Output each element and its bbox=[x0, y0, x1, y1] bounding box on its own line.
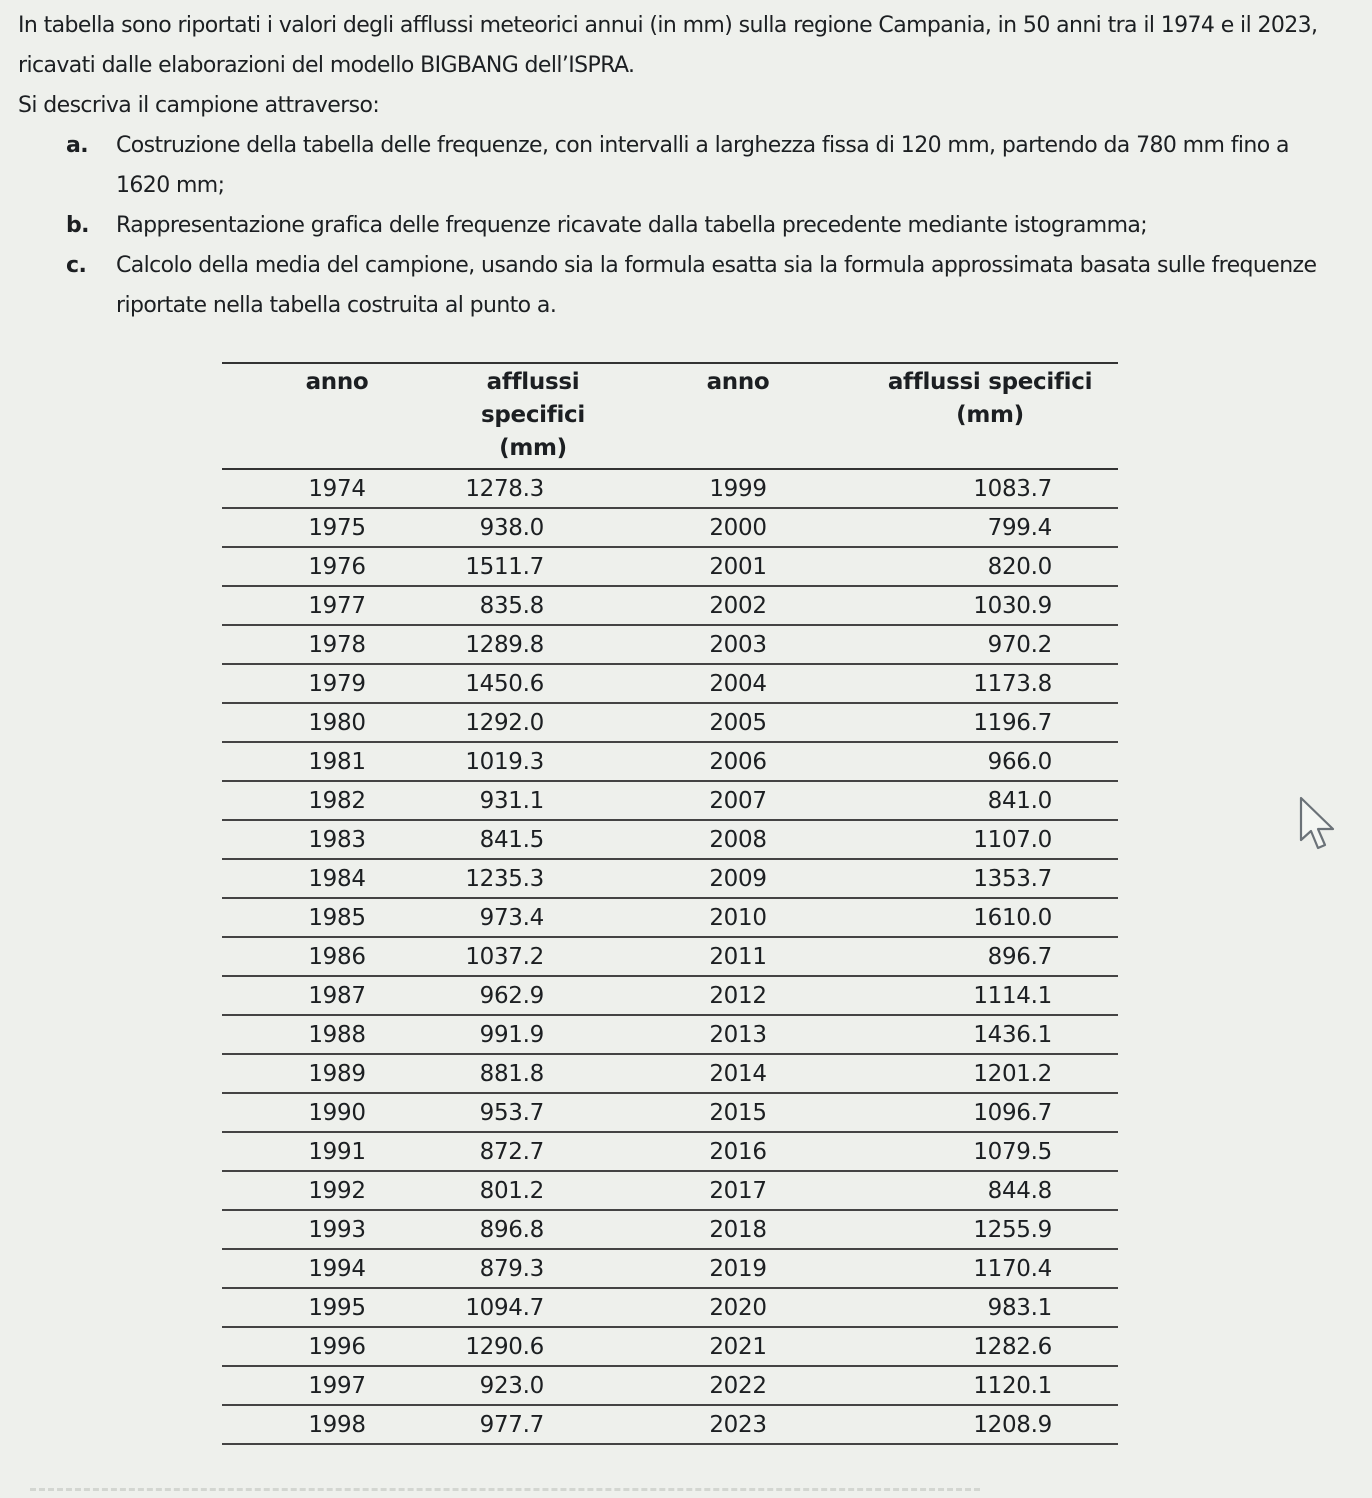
table-row bbox=[222, 742, 1118, 781]
table-row bbox=[222, 1405, 1118, 1444]
value-cell-right: 1173.8 bbox=[862, 664, 1118, 703]
value-cell-left: 1037.2 bbox=[452, 937, 614, 976]
value-cell-left: 938.0 bbox=[452, 508, 614, 547]
value-cell-right: 1107.0 bbox=[862, 820, 1118, 859]
year-cell-right: 2018 bbox=[614, 1210, 862, 1249]
table-row bbox=[222, 547, 1118, 586]
table-row bbox=[222, 1366, 1118, 1405]
value-cell-right: 983.1 bbox=[862, 1288, 1118, 1327]
year-cell-left: 1987 bbox=[222, 976, 452, 1015]
year-cell-right: 2013 bbox=[614, 1015, 862, 1054]
value-cell-left: 801.2 bbox=[452, 1171, 614, 1210]
value-cell-left: 991.9 bbox=[452, 1015, 614, 1054]
value-cell-right: 1079.5 bbox=[862, 1132, 1118, 1171]
rainfall-table bbox=[222, 362, 1118, 1445]
value-cell-right: 1114.1 bbox=[862, 976, 1118, 1015]
task-marker: c. bbox=[66, 253, 87, 278]
value-cell-left: 977.7 bbox=[452, 1405, 614, 1444]
task-marker: a. bbox=[66, 133, 89, 158]
table-row bbox=[222, 1015, 1118, 1054]
value-cell-left: 1094.7 bbox=[452, 1288, 614, 1327]
year-cell-right: 2015 bbox=[614, 1093, 862, 1132]
value-cell-left: 962.9 bbox=[452, 976, 614, 1015]
header-year-2: anno bbox=[614, 363, 862, 469]
value-cell-left: 835.8 bbox=[452, 586, 614, 625]
value-cell-right: 1083.7 bbox=[862, 469, 1118, 508]
year-cell-right: 2001 bbox=[614, 547, 862, 586]
value-cell-left: 1292.0 bbox=[452, 703, 614, 742]
year-cell-left: 1984 bbox=[222, 859, 452, 898]
value-cell-right: 1201.2 bbox=[862, 1054, 1118, 1093]
year-cell-left: 1997 bbox=[222, 1366, 452, 1405]
year-cell-left: 1994 bbox=[222, 1249, 452, 1288]
table-row bbox=[222, 937, 1118, 976]
year-cell-left: 1978 bbox=[222, 625, 452, 664]
year-cell-left: 1992 bbox=[222, 1171, 452, 1210]
value-cell-right: 1610.0 bbox=[862, 898, 1118, 937]
year-cell-left: 1998 bbox=[222, 1405, 452, 1444]
value-cell-left: 1289.8 bbox=[452, 625, 614, 664]
table-row bbox=[222, 859, 1118, 898]
year-cell-right: 2008 bbox=[614, 820, 862, 859]
intro-lead-in: Si descriva il campione attraverso: bbox=[18, 93, 380, 118]
exercise-text bbox=[18, 6, 1348, 326]
task-list bbox=[18, 126, 1348, 326]
value-cell-left: 881.8 bbox=[452, 1054, 614, 1093]
year-cell-left: 1980 bbox=[222, 703, 452, 742]
year-cell-left: 1988 bbox=[222, 1015, 452, 1054]
year-cell-right: 2020 bbox=[614, 1288, 862, 1327]
header-year-1: anno bbox=[222, 363, 452, 469]
year-cell-left: 1979 bbox=[222, 664, 452, 703]
table-row bbox=[222, 469, 1118, 508]
table-row bbox=[222, 703, 1118, 742]
value-cell-right: 1353.7 bbox=[862, 859, 1118, 898]
value-cell-right: 966.0 bbox=[862, 742, 1118, 781]
table-row bbox=[222, 625, 1118, 664]
value-cell-left: 896.8 bbox=[452, 1210, 614, 1249]
year-cell-left: 1989 bbox=[222, 1054, 452, 1093]
value-cell-left: 1450.6 bbox=[452, 664, 614, 703]
year-cell-left: 1986 bbox=[222, 937, 452, 976]
year-cell-right: 2021 bbox=[614, 1327, 862, 1366]
value-cell-right: 1196.7 bbox=[862, 703, 1118, 742]
value-cell-left: 923.0 bbox=[452, 1366, 614, 1405]
value-cell-right: 1120.1 bbox=[862, 1366, 1118, 1405]
year-cell-left: 1995 bbox=[222, 1288, 452, 1327]
year-cell-right: 1999 bbox=[614, 469, 862, 508]
value-cell-right: 841.0 bbox=[862, 781, 1118, 820]
year-cell-left: 1983 bbox=[222, 820, 452, 859]
year-cell-right: 2014 bbox=[614, 1054, 862, 1093]
year-cell-right: 2022 bbox=[614, 1366, 862, 1405]
header-flow-2: afflussi specifici (mm) bbox=[862, 363, 1118, 469]
table-row bbox=[222, 508, 1118, 547]
value-cell-right: 970.2 bbox=[862, 625, 1118, 664]
table-body bbox=[222, 469, 1118, 1444]
table-row bbox=[222, 664, 1118, 703]
year-cell-left: 1990 bbox=[222, 1093, 452, 1132]
year-cell-left: 1982 bbox=[222, 781, 452, 820]
value-cell-left: 953.7 bbox=[452, 1093, 614, 1132]
value-cell-left: 1278.3 bbox=[452, 469, 614, 508]
year-cell-left: 1993 bbox=[222, 1210, 452, 1249]
year-cell-left: 1975 bbox=[222, 508, 452, 547]
value-cell-right: 1030.9 bbox=[862, 586, 1118, 625]
year-cell-right: 2019 bbox=[614, 1249, 862, 1288]
cropped-footer-text bbox=[30, 1474, 980, 1491]
table-row bbox=[222, 1132, 1118, 1171]
task-a bbox=[18, 126, 1348, 206]
value-cell-left: 973.4 bbox=[452, 898, 614, 937]
task-marker: b. bbox=[66, 213, 89, 238]
table-row bbox=[222, 586, 1118, 625]
year-cell-right: 2007 bbox=[614, 781, 862, 820]
value-cell-right: 1255.9 bbox=[862, 1210, 1118, 1249]
value-cell-right: 844.8 bbox=[862, 1171, 1118, 1210]
table-row bbox=[222, 1093, 1118, 1132]
intro-paragraph: In tabella sono riportati i valori degli afflussi meteorici annui (in mm) sulla regione Campania, in 50 anni tra il 1974 e il 2023, ricavati dalle elaborazioni del modello BIGBANG dell’ISPRA. bbox=[18, 13, 1318, 78]
year-cell-right: 2003 bbox=[614, 625, 862, 664]
value-cell-left: 931.1 bbox=[452, 781, 614, 820]
value-cell-left: 1511.7 bbox=[452, 547, 614, 586]
task-text: Rappresentazione grafica delle frequenze ricavate dalla tabella precedente mediante istogramma; bbox=[116, 213, 1148, 238]
table-row bbox=[222, 976, 1118, 1015]
year-cell-right: 2009 bbox=[614, 859, 862, 898]
task-text: Calcolo della media del campione, usando sia la formula esatta sia la formula approssimata basata sulle frequenze riportate nella tabella costruita al punto a. bbox=[116, 253, 1317, 318]
value-cell-right: 1170.4 bbox=[862, 1249, 1118, 1288]
task-b bbox=[18, 206, 1348, 246]
value-cell-left: 1290.6 bbox=[452, 1327, 614, 1366]
table-row bbox=[222, 1288, 1118, 1327]
year-cell-right: 2006 bbox=[614, 742, 862, 781]
header-flow-1: afflussi specifici (mm) bbox=[452, 363, 614, 469]
table-row bbox=[222, 1210, 1118, 1249]
table-row bbox=[222, 1171, 1118, 1210]
table-row bbox=[222, 820, 1118, 859]
year-cell-left: 1976 bbox=[222, 547, 452, 586]
value-cell-left: 1019.3 bbox=[452, 742, 614, 781]
table-header-row bbox=[222, 363, 1118, 469]
year-cell-right: 2017 bbox=[614, 1171, 862, 1210]
value-cell-right: 1096.7 bbox=[862, 1093, 1118, 1132]
year-cell-right: 2005 bbox=[614, 703, 862, 742]
table-row bbox=[222, 898, 1118, 937]
value-cell-left: 879.3 bbox=[452, 1249, 614, 1288]
value-cell-right: 820.0 bbox=[862, 547, 1118, 586]
table-row bbox=[222, 1249, 1118, 1288]
year-cell-right: 2023 bbox=[614, 1405, 862, 1444]
year-cell-left: 1977 bbox=[222, 586, 452, 625]
year-cell-right: 2004 bbox=[614, 664, 862, 703]
year-cell-left: 1985 bbox=[222, 898, 452, 937]
year-cell-right: 2010 bbox=[614, 898, 862, 937]
year-cell-right: 2002 bbox=[614, 586, 862, 625]
rainfall-table-container bbox=[222, 362, 1118, 1445]
year-cell-left: 1996 bbox=[222, 1327, 452, 1366]
value-cell-right: 896.7 bbox=[862, 937, 1118, 976]
value-cell-left: 1235.3 bbox=[452, 859, 614, 898]
year-cell-right: 2012 bbox=[614, 976, 862, 1015]
value-cell-right: 1208.9 bbox=[862, 1405, 1118, 1444]
task-text: Costruzione della tabella delle frequenze, con intervalli a larghezza fissa di 120 mm, partendo da 780 mm fino a 1620 mm; bbox=[116, 133, 1289, 198]
year-cell-left: 1981 bbox=[222, 742, 452, 781]
year-cell-left: 1991 bbox=[222, 1132, 452, 1171]
value-cell-left: 872.7 bbox=[452, 1132, 614, 1171]
year-cell-right: 2000 bbox=[614, 508, 862, 547]
value-cell-right: 1436.1 bbox=[862, 1015, 1118, 1054]
table-row bbox=[222, 1327, 1118, 1366]
year-cell-left: 1974 bbox=[222, 469, 452, 508]
value-cell-left: 841.5 bbox=[452, 820, 614, 859]
year-cell-right: 2016 bbox=[614, 1132, 862, 1171]
task-c bbox=[18, 246, 1348, 326]
table-row bbox=[222, 1054, 1118, 1093]
mouse-pointer-icon bbox=[1298, 796, 1338, 852]
table-row bbox=[222, 781, 1118, 820]
year-cell-right: 2011 bbox=[614, 937, 862, 976]
value-cell-right: 799.4 bbox=[862, 508, 1118, 547]
value-cell-right: 1282.6 bbox=[862, 1327, 1118, 1366]
